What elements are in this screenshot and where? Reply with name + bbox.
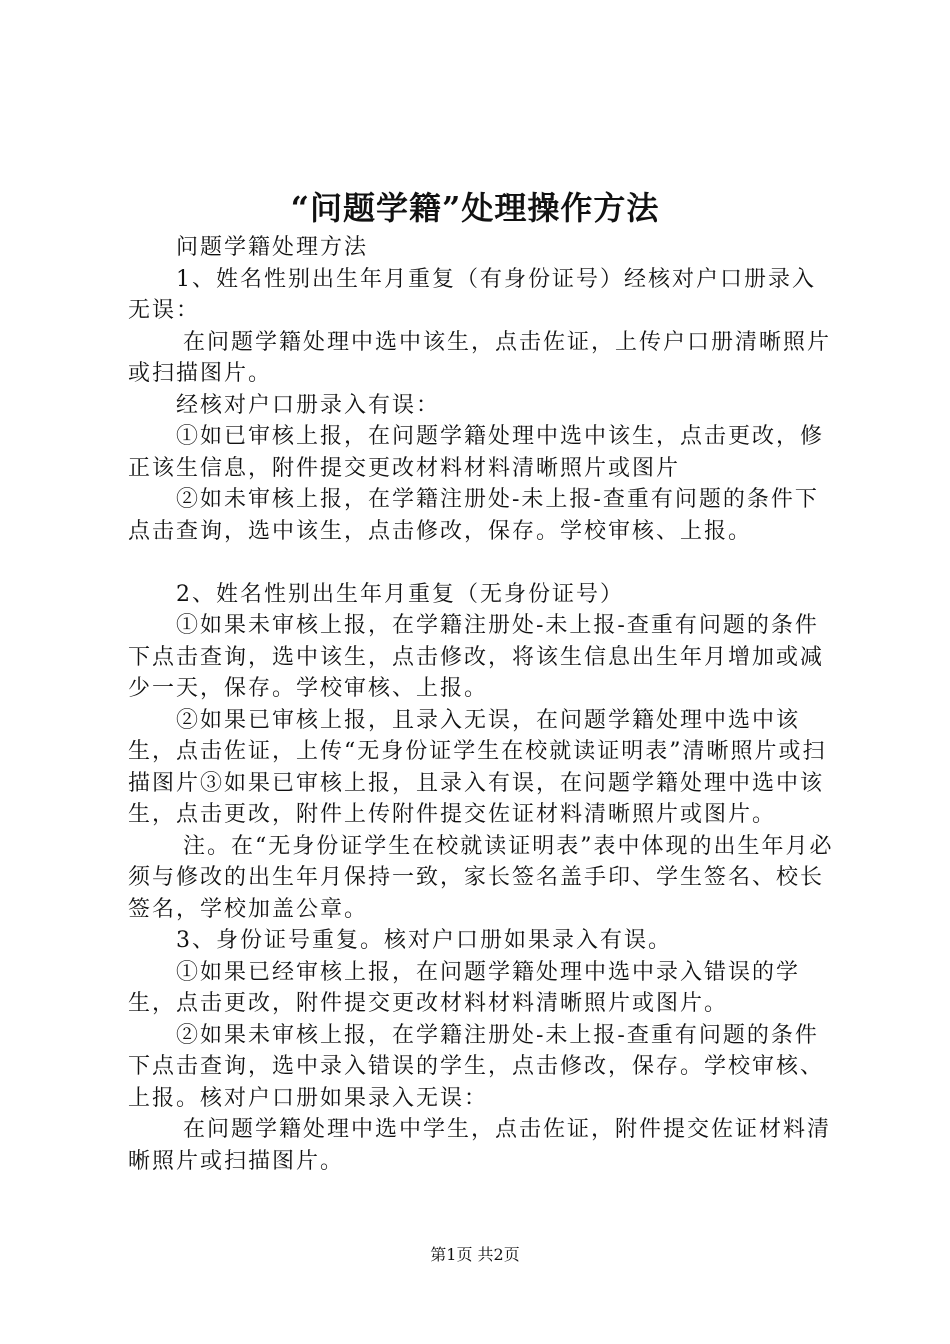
document-body (128, 232, 838, 1177)
paragraph: 在问题学籍处理中选中学生，点击佐证，附件提交佐证材料清晰照片或扫描图片。 (128, 1117, 832, 1174)
paragraph: 3、身份证号重复。核对户口册如果录入有误。 (176, 928, 672, 953)
document-title: “问题学籍”处理操作方法 (290, 189, 660, 227)
paragraph: 注。在“无身份证学生在校就读证明表”表中体现的出生年月必须与修改的出生年月保持一致，家长签名盖手印、学生签名、校长签名，学校加盖公章。 (128, 833, 834, 922)
paragraph: ②如果已审核上报，且录入无误，在问题学籍处理中选中该生，点击佐证，上传“无身份证学生在校就读证明表”清晰照片或扫描图片③如果已审核上报，且录入有误，在问题学籍处理中选中该生，点击更改，附件上传附件提交佐证材料清晰照片或图片。 (128, 707, 827, 827)
paragraph-spacer (128, 547, 838, 579)
paragraph: 经核对户口册录入有误： (176, 392, 441, 418)
paragraph: 在问题学籍处理中选中该生，点击佐证，上传户口册清晰照片或扫描图片。 (128, 329, 832, 386)
paragraph: 2、姓名性别出生年月重复（无身份证号） (176, 581, 624, 607)
paragraph: ②如果未审核上报，在学籍注册处-未上报-查重有问题的条件下点击查询，选中录入错误的学生，点击修改，保存。学校审核、上报。核对户口册如果录入无误： (128, 1022, 825, 1111)
paragraph: 1、姓名性别出生年月重复（有身份证号）经核对户口册录入无误： (128, 266, 816, 323)
paragraph: 问题学籍处理方法 (176, 235, 369, 260)
paragraph: ②如未审核上报，在学籍注册处-未上报-查重有问题的条件下点击查询，选中该生，点击修改，保存。学校审核、上报。 (128, 487, 819, 544)
paragraph: ①如果已经审核上报，在问题学籍处理中选中录入错误的学生，点击更改，附件提交更改材料材料清晰照片或图片。 (128, 959, 801, 1016)
paragraph: ①如果未审核上报，在学籍注册处-未上报-查重有问题的条件下点击查询，选中该生，点击修改，将该生信息出生年月增加或减少一天，保存。学校审核、上报。 (128, 613, 825, 701)
paragraph: ①如已审核上报，在问题学籍处理中选中该生，点击更改，修正该生信息，附件提交更改材料材料清晰照片或图片 (128, 424, 825, 481)
page-number: 第1页 共2页 (430, 1245, 520, 1264)
